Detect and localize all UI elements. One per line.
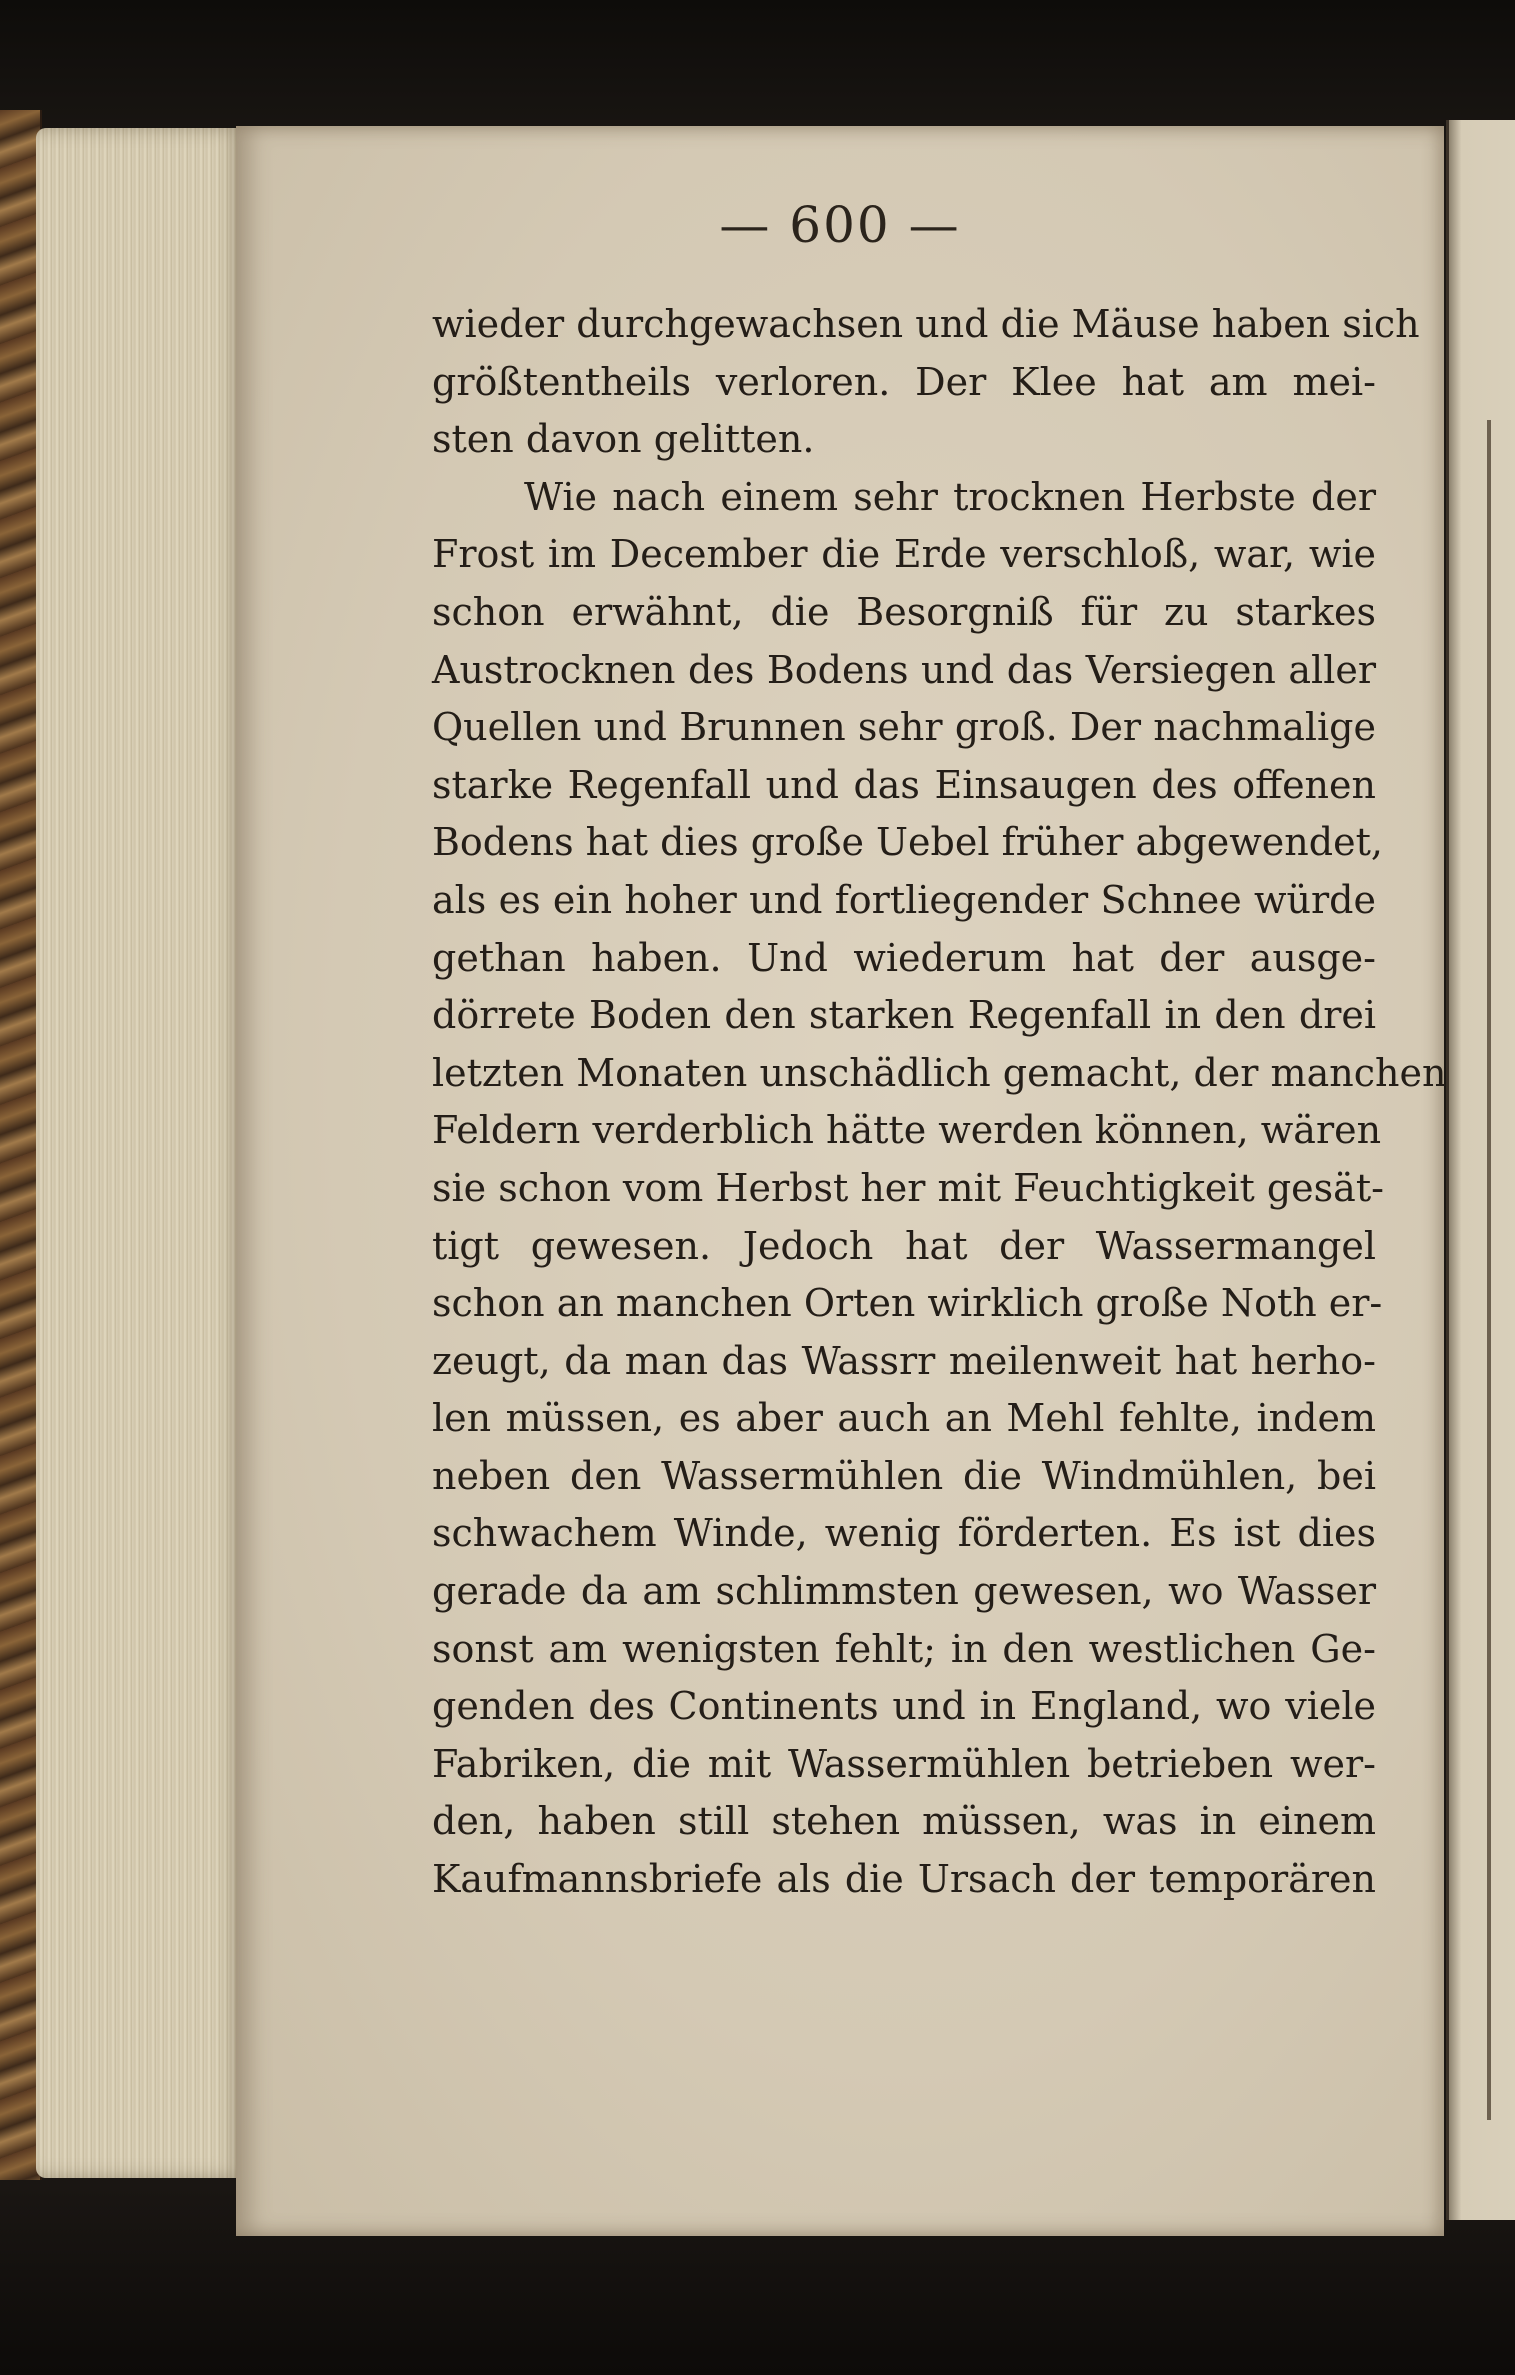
text-line: sonst am wenigsten fehlt; in den westlichen Ge-: [432, 1626, 1376, 1671]
text-line: den, haben still stehen müssen, was in einem: [432, 1799, 1376, 1844]
text-line: dörrete Boden den starken Regenfall in den drei: [432, 993, 1376, 1038]
text-line: Kaufmannsbriefe als die Ursach der temporären: [432, 1857, 1376, 1902]
text-line: genden des Continents und in England, wo viele: [432, 1684, 1376, 1729]
text-line: wieder durchgewachsen und die Mäuse haben sich: [432, 302, 1420, 346]
text-line: sten davon gelitten.: [432, 417, 815, 462]
text-line: neben den Wassermühlen die Windmühlen, bei: [432, 1453, 1376, 1498]
page-stack-edges: [36, 128, 246, 2178]
text-line: gerade da am schlimmsten gewesen, wo Wasser: [432, 1569, 1376, 1614]
text-line: zeugt, da man das Wassrr meilenweit hat herho-: [432, 1338, 1376, 1383]
text-line: größtentheils verloren. Der Klee hat am mei-: [432, 359, 1376, 404]
text-line: starke Regenfall und das Einsaugen des offenen: [432, 762, 1376, 807]
text-line: sie schon vom Herbst her mit Feuchtigkeit gesät-: [432, 1165, 1384, 1210]
text-line: Frost im December die Erde verschloß, war, wie: [432, 532, 1376, 577]
text-line: Fabriken, die mit Wassermühlen betrieben wer-: [432, 1741, 1376, 1786]
text-line: gethan haben. Und wiederum hat der ausge-: [432, 935, 1376, 980]
next-page-edge: [1446, 120, 1515, 2220]
text-line: Bodens hat dies große Uebel früher abgewendet,: [432, 820, 1383, 865]
text-line: len müssen, es aber auch an Mehl fehlte, indem: [432, 1396, 1376, 1441]
text-line: tigt gewesen. Jedoch hat der Wassermangel: [432, 1223, 1376, 1268]
text-block: [432, 296, 1447, 1909]
text-line: schwachem Winde, wenig förderten. Es ist dies: [432, 1511, 1376, 1556]
text-line: als es ein hoher und fortliegender Schnee würde: [432, 877, 1376, 922]
page-number: — 600 —: [719, 196, 961, 254]
text-line: Feldern verderblich hätte werden können, wären: [432, 1108, 1382, 1153]
text-line: schon erwähnt, die Besorgniß für zu starkes: [432, 589, 1376, 634]
text-line: Wie nach einem sehr trocknen Herbste der: [524, 474, 1376, 519]
page-rule-line: [1487, 420, 1491, 2120]
text-line: letzten Monaten unschädlich gemacht, der manchen: [432, 1050, 1447, 1095]
text-line: schon an manchen Orten wirklich große Noth er-: [432, 1281, 1383, 1326]
text-line: Quellen und Brunnen sehr groß. Der nachmalige: [432, 705, 1376, 750]
text-line: Austrocknen des Bodens und das Versiegen aller: [432, 647, 1376, 692]
